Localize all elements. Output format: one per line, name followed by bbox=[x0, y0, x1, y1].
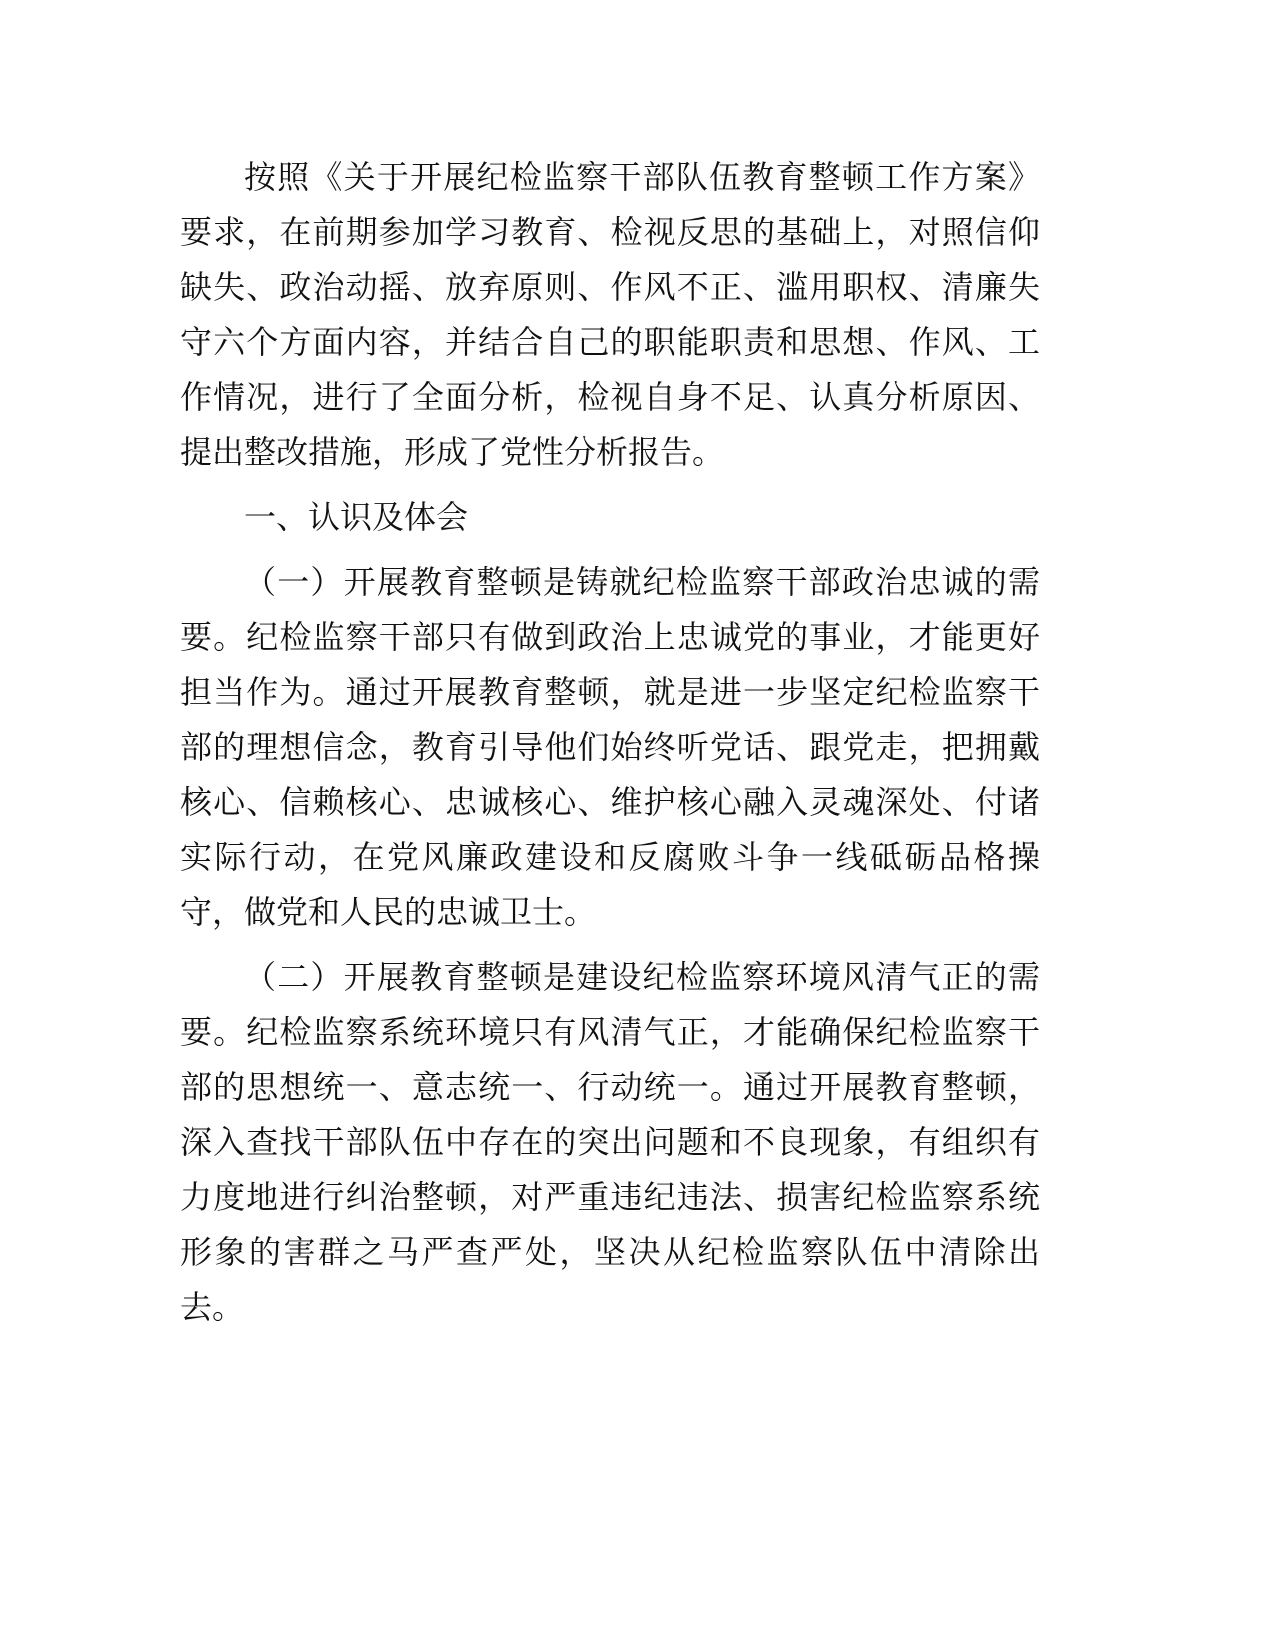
document-body bbox=[180, 150, 1040, 1345]
subsection-two-paragraph: （二）开展教育整顿是建设纪检监察环境风清气正的需要。纪检监察系统环境只有风清气正，才能确保纪检监察干部的思想统一、意志统一、行动统一。通过开展教育整顿，深入查找干部队伍中存在的突出问题和不良现象，有组织有力度地进行纠治整顿，对严重违纪违法、损害纪检监察系统形象的害群之马严查严处，坚决从纪检监察队伍中清除出去。 bbox=[180, 958, 1040, 1326]
intro-paragraph: 按照《关于开展纪检监察干部队伍教育整顿工作方案》要求，在前期参加学习教育、检视反思的基础上，对照信仰缺失、政治动摇、放弃原则、作风不正、滥用职权、清廉失守六个方面内容，并结合自己的职能职责和思想、作风、工作情况，进行了全面分析，检视自身不足、认真分析原因、提出整改措施，形成了党性分析报告。 bbox=[180, 158, 1040, 471]
subsection-one-paragraph: （一）开展教育整顿是铸就纪检监察干部政治忠诚的需要。纪检监察干部只有做到政治上忠诚党的事业，才能更好担当作为。通过开展教育整顿，就是进一步坚定纪检监察干部的理想信念，教育引导他们始终听党话、跟党走，把拥戴核心、信赖核心、忠诚核心、维护核心融入灵魂深处、付诸实际行动，在党风廉政建设和反腐败斗争一线砥砺品格操守，做党和人民的忠诚卫士。 bbox=[180, 563, 1040, 931]
section-heading: 一、认识及体会 bbox=[244, 498, 469, 536]
